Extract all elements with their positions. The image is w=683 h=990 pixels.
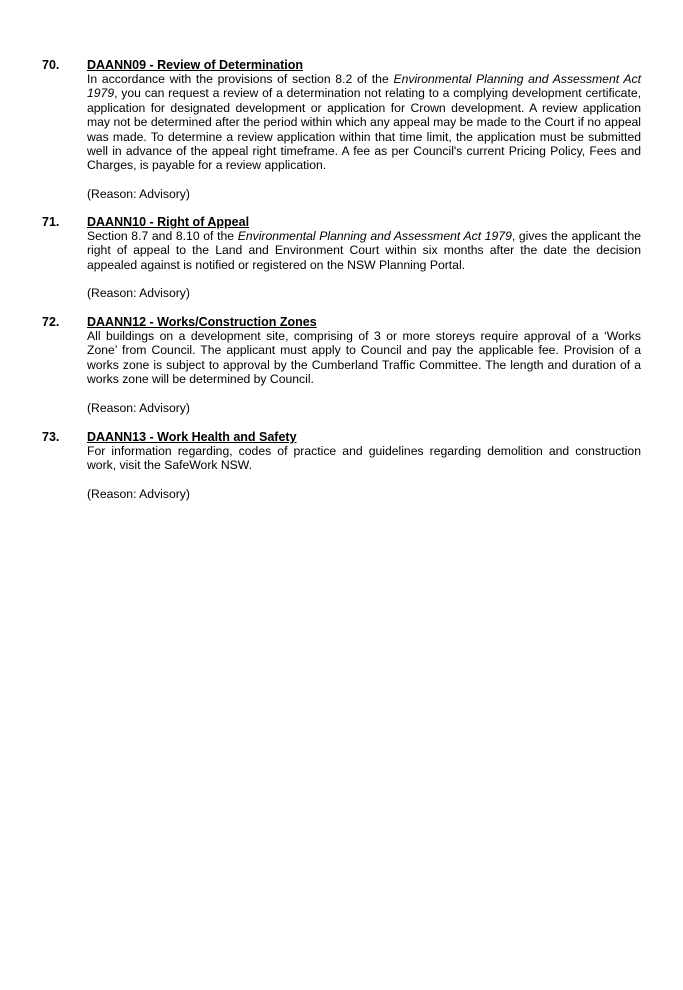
text-segment: , gives the applicant the right of appeal to the Land and Environment Court within six months after the date the decision appealed against is notified or registered on the NSW Planning Portal. <box>87 229 641 272</box>
condition-body <box>87 215 641 301</box>
condition-heading: DAANN13 - Work Health and Safety <box>87 430 297 444</box>
condition-text: All buildings on a development site, comprising of 3 or more storeys require approval of a ‘Works Zone’ from Council. The applicant must apply to Council and pay the applicable fee. Provision of a works zone is subject to approval by the Cumberland Traffic Committee. The length and duration of a works zone will be determined by Council. <box>87 329 641 387</box>
condition-reason: (Reason: Advisory) <box>87 286 190 301</box>
text-segment: Section 8.7 and 8.10 of the <box>87 229 238 243</box>
condition-heading: DAANN10 - Right of Appeal <box>87 215 250 229</box>
condition-heading: DAANN09 - Review of Determination <box>87 58 304 72</box>
condition-number: 73. <box>42 430 60 444</box>
act-title: Environmental Planning and Assessment Act 1979 <box>237 229 512 243</box>
condition-body <box>87 58 641 201</box>
condition-body <box>87 315 641 415</box>
condition-text <box>87 229 641 272</box>
text-segment: , you can request a review of a determination not relating to a complying development certificate, application for designated development or application for Crown development. A review application may not be determined after the period within which any appeal may be made to the Court if no appeal was made. To determine a review application within that time limit, the application must be submitted well in advance of the appeal right timeframe. A fee as per Council's current Pricing Policy, Fees and Charges, is payable for a review application. <box>87 86 641 173</box>
condition-reason: (Reason: Advisory) <box>87 186 190 201</box>
act-title: Environmental Planning and Assessment Act 1979 <box>87 72 641 101</box>
condition-body <box>87 430 641 501</box>
condition-heading: DAANN12 - Works/Construction Zones <box>87 315 317 329</box>
text-segment: In accordance with the provisions of section 8.2 of the <box>87 72 394 86</box>
condition-number: 71. <box>42 215 60 229</box>
condition-text <box>87 72 641 173</box>
condition-reason: (Reason: Advisory) <box>87 400 190 415</box>
condition-number: 72. <box>42 315 60 329</box>
condition-number: 70. <box>42 58 60 72</box>
condition-text: For information regarding, codes of practice and guidelines regarding demolition and construction work, visit the SafeWork NSW. <box>87 444 641 473</box>
condition-reason: (Reason: Advisory) <box>87 486 190 501</box>
